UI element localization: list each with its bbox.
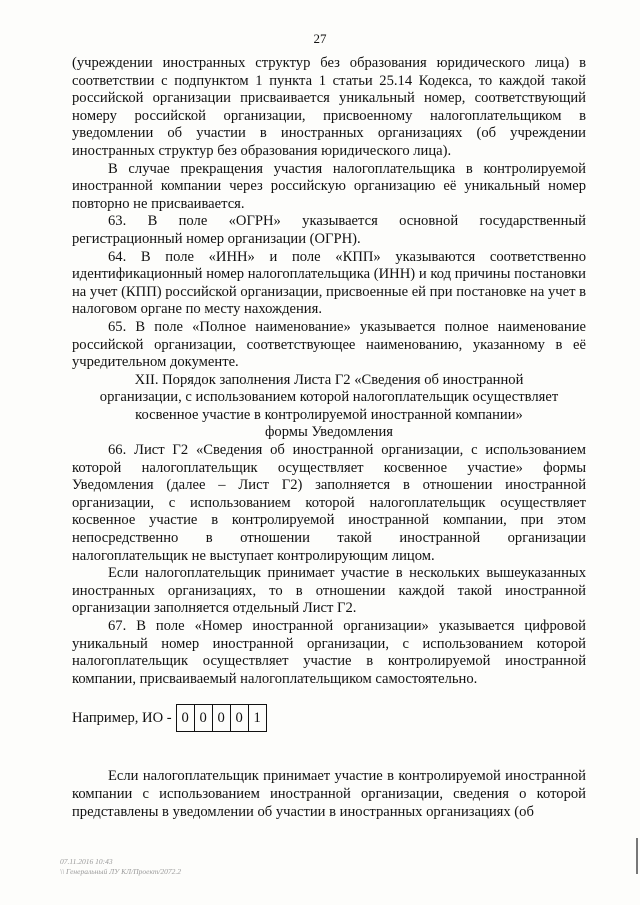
code-box (176, 704, 267, 732)
code-cell: 0 (181, 710, 189, 727)
footer-stamp-line: 07.11.2016 10:43 (60, 857, 113, 866)
section-heading-line: XII. Порядок заполнения Листа Г2 «Сведения об иностранной (134, 371, 524, 388)
footer-stamp (60, 857, 181, 877)
paragraph: В случае прекращения участия налогоплательщика в контролируемой иностранной компании через российскую организацию её уникальный номер повторно не присваивается. (72, 160, 586, 212)
paragraphs-after (72, 442, 586, 688)
section-heading-line: косвенное участие в контролируемой иностранной компании» (135, 406, 523, 423)
example-label: Например, ИО - (72, 709, 172, 726)
footer-stamp-line: \\ Генеральный ЛУ КЛ/Проект/2072.2 (60, 867, 181, 876)
example-line (72, 704, 586, 732)
paragraph: Если налогоплательщик принимает участие в контролируемой иностранной компании с использованием иностранной организации, сведения о которой представлены в уведомлении об участии в иностранных организациях (об (72, 768, 586, 820)
paragraph: 64. В поле «ИНН» и поле «КПП» указываются соответственно идентификационный номер налогоплательщика (ИНН) и код причины постановки на учет (КПП) российской организации, присвоенные ей при постановке на учет в налоговом органе по месту нахождения. (72, 248, 587, 318)
paragraph: 67. В поле «Номер иностранной организации» указывается цифровой уникальный номер иностранной организации, с использованием которой налогоплательщик осуществляет участие в контролируемой иностранной компании, присваиваемый налогоплательщиком самостоятельно. (72, 618, 586, 687)
paragraph: 63. В поле «ОГРН» указывается основной государственный регистрационный номер организации (ОГРН). (72, 213, 586, 247)
code-cell: 0 (194, 705, 212, 731)
paragraph: 65. В поле «Полное наименование» указывается полное наименование российской организации, соответствующее наименованию, указанному в её учредительном документе. (72, 318, 586, 371)
section-heading-line: формы Уведомления (264, 424, 394, 441)
section-heading-line: организации, с использованием которой налогоплательщик осуществляет (99, 389, 559, 406)
document-body (72, 55, 586, 821)
paragraphs-before (72, 55, 586, 372)
page-number: 27 (313, 31, 327, 46)
paragraph: (учреждении иностранных структур без образования юридического лица) в соответствии с подпунктом 1 пункта 1 статьи 25.14 Кодекса, то каждой такой российской организации присваивается уникальный номер, соответствующий номеру российской организации, присвоенному налогоплательщиком в уведомлении об участии в иностранных организациях (об учреждении иностранных структур без образования юридического лица). (72, 55, 586, 159)
scan-edge-mark (636, 838, 638, 874)
paragraph: 66. Лист Г2 «Сведения об иностранной организации, с использованием которой налогоплательщик осуществляет косвенное участие» формы Уведомления (далее – Лист Г2) заполняется в отношении иностранной организации, с использованием которой налогоплательщик осуществляет косвенное участие в контролируемой иностранной компании, при этом непосредственно в отношении такой иностранной организации налогоплательщик не выступает контролирующим лицом. (72, 442, 586, 564)
code-cell: 1 (248, 705, 266, 731)
code-cell: 0 (212, 705, 230, 731)
code-cell: 0 (230, 705, 248, 731)
section-heading (72, 372, 586, 442)
paragraph: Если налогоплательщик принимает участие в нескольких вышеуказанных иностранных организациях, то в отношении каждой такой иностранной организации заполняется отдельный Лист Г2. (72, 565, 586, 617)
